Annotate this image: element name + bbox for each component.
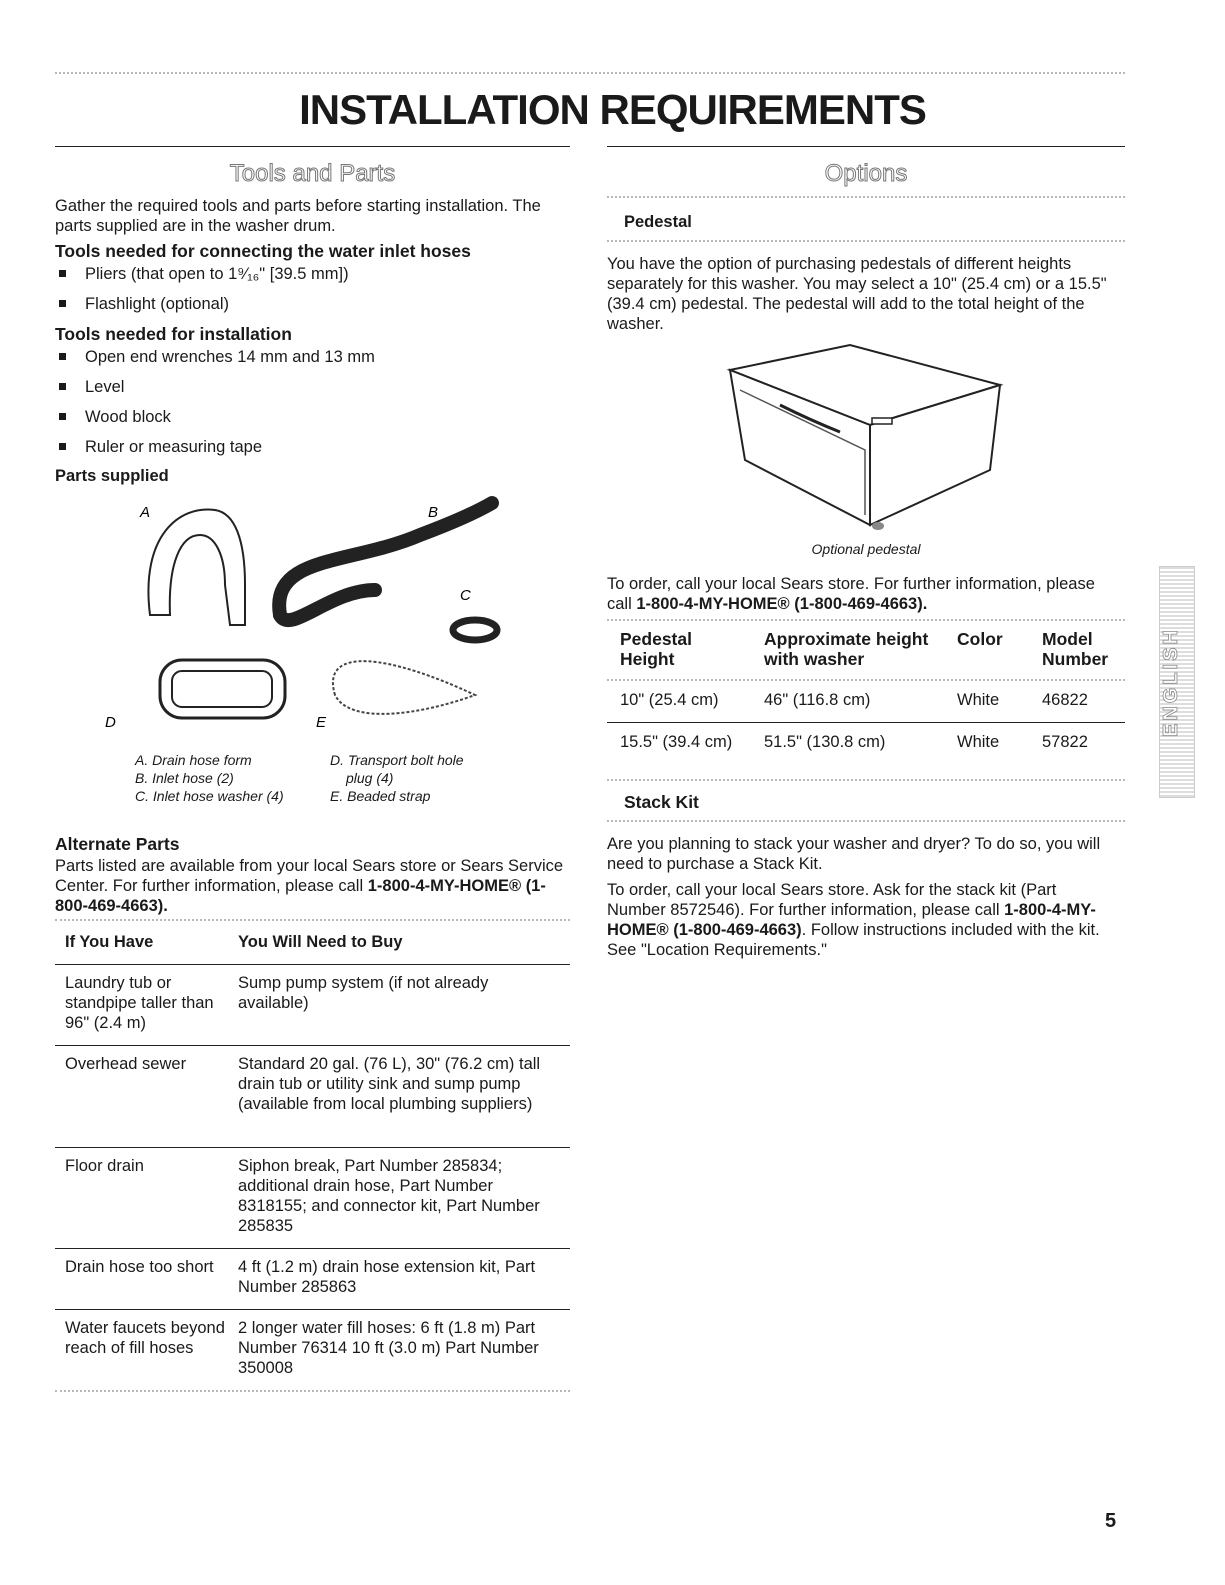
table-cell-need: 2 longer water fill hoses: 6 ft (1.8 m) Part Number 76314 10 ft (3.0 m) Part Number 350008	[238, 1319, 539, 1377]
table-cell-have: Drain hose too short	[65, 1258, 214, 1276]
legend-item: plug (4)	[346, 770, 394, 786]
row-rule	[55, 1248, 570, 1249]
section-title-options: Options	[824, 160, 908, 187]
table-cell-have: Overhead sewer	[65, 1055, 187, 1073]
pedestal-heading: Pedestal	[624, 213, 692, 231]
stack-rule	[607, 779, 1125, 781]
list-item: Ruler or measuring tape	[55, 437, 570, 457]
order-text	[607, 574, 1107, 614]
page-title: INSTALLATION REQUIREMENTS	[299, 86, 926, 133]
legend-item: D. Transport bolt hole	[330, 752, 464, 768]
pedestal-caption: Optional pedestal	[811, 541, 921, 557]
stack-body-end: . Follow instructions included with the kit. See "Location Requirements."	[607, 921, 1100, 959]
legend-item: A. Drain hose form	[135, 752, 252, 768]
alternate-phone: 1-800-4-MY-HOME® (1-800-469-4663).	[55, 877, 546, 915]
pedestal-rule	[607, 240, 1125, 242]
inlet-washer-icon	[453, 620, 497, 640]
section-rule	[55, 146, 570, 147]
figure-letter-e: E	[316, 714, 327, 731]
hoses-heading: Tools needed for connecting the water inlet hoses	[55, 241, 471, 261]
page-number: 5	[1105, 1510, 1117, 1532]
header-line: Pedestal	[620, 629, 692, 649]
table-top-rule	[55, 919, 570, 921]
install-list	[55, 347, 570, 467]
list-item: Open end wrenches 14 mm and 13 mm	[55, 347, 570, 367]
header-line: Number	[1042, 649, 1109, 669]
table-cell-need: Standard 20 gal. (76 L), 30" (76.2 cm) tall drain tub or utility sink and sump pump (available from local plumbing suppliers)	[238, 1055, 541, 1113]
header-line: Model	[1042, 629, 1093, 649]
list-item: Level	[55, 377, 570, 397]
alternate-text	[55, 856, 570, 916]
figure-legend-left	[135, 751, 325, 805]
header-line: Height	[620, 649, 675, 669]
figure-legend-right	[330, 751, 520, 805]
parts-heading: Parts supplied	[55, 467, 169, 485]
figure-letter-b: B	[428, 504, 439, 521]
table-cell: 46" (116.8 cm)	[764, 691, 871, 709]
col-header-have: If You Have	[65, 933, 154, 951]
table-cell-need: 4 ft (1.2 m) drain hose extension kit, Part Number 285863	[238, 1258, 536, 1296]
table-header-rule	[607, 679, 1125, 681]
table-cell-have: Floor drain	[65, 1157, 144, 1175]
pedestal-text: You have the option of purchasing pedestals of different heights separately for this washer. You may select a 10" (25.4 cm) or a 15.5" (39.4 cm) pedestal. The pedestal will add to the total height of the washer.	[607, 255, 1107, 333]
stack-phone: 1-800-4-MY-HOME® (1-800-469-4663)	[607, 901, 1096, 939]
table-cell: White	[957, 691, 1000, 709]
figure-letter-a: A	[140, 504, 151, 521]
figure-letter-c: C	[460, 587, 471, 604]
legend-item: E. Beaded strap	[330, 788, 431, 804]
col-header-need: You Will Need to Buy	[238, 933, 403, 951]
tools-intro: Gather the required tools and parts before starting installation. The parts supplied are in the washer drum.	[55, 197, 541, 235]
table-header-color	[957, 629, 1003, 649]
section-rule	[607, 146, 1125, 147]
row-rule	[55, 964, 570, 965]
table-cell: 46822	[1042, 691, 1088, 709]
beaded-strap-icon	[333, 661, 475, 714]
legend-item: C. Inlet hose washer (4)	[135, 788, 284, 804]
table-cell: 57822	[1042, 733, 1088, 751]
list-item: Flashlight (optional)	[55, 294, 570, 314]
figure-letter-d: D	[105, 714, 116, 731]
alternate-body: Parts listed are available from your local Sears store or Sears Service Center. For further information, please call	[55, 857, 564, 895]
table-header-approx-height	[764, 629, 928, 669]
table-cell: White	[957, 733, 1000, 751]
table-cell-need: Siphon break, Part Number 285834; additional drain hose, Part Number 8318155; and connector kit, Part Number 285835	[238, 1157, 540, 1235]
table-cell-have: Water faucets beyond reach of fill hoses	[65, 1319, 225, 1357]
header-line: Approximate height	[764, 629, 929, 649]
language-side-tab	[1159, 566, 1195, 798]
order-phone: 1-800-4-MY-HOME® (1-800-469-4663).	[636, 595, 928, 613]
stack-body: To order, call your local Sears store. Ask for the stack kit (Part Number 8572546). For further information, please call	[607, 881, 1057, 919]
row-rule	[55, 1045, 570, 1046]
section-title-tools: Tools and Parts	[229, 160, 396, 187]
table-cell-have: Laundry tub or standpipe taller than 96" (2.4 m)	[65, 974, 214, 1032]
hoses-list	[55, 264, 570, 324]
top-rule	[55, 72, 1125, 74]
pedestal-illustration	[720, 340, 1010, 535]
row-rule	[607, 722, 1125, 723]
list-item: Pliers (that open to 1⁹⁄₁₆" [39.5 mm])	[55, 264, 570, 284]
stack-text-2	[607, 880, 1117, 960]
table-top-rule	[607, 619, 1125, 621]
stack-text-1: Are you planning to stack your washer and dryer? To do so, you will need to purchase a Stack Kit.	[607, 835, 1101, 873]
list-item: Wood block	[55, 407, 570, 427]
legend-item: B. Inlet hose (2)	[135, 770, 234, 786]
table-cell: 15.5" (39.4 cm)	[620, 733, 733, 751]
stack-heading: Stack Kit	[624, 792, 699, 812]
stack-rule	[607, 820, 1125, 822]
table-header-pedestal	[620, 629, 692, 669]
alternate-heading: Alternate Parts	[55, 834, 180, 854]
header-line: Color	[957, 629, 1003, 649]
parts-illustration	[105, 495, 520, 735]
pedestal-rule	[607, 196, 1125, 198]
order-body: To order, call your local Sears store. For further information, please call	[607, 575, 1095, 613]
table-cell: 51.5" (130.8 cm)	[764, 733, 886, 751]
header-line: with washer	[764, 649, 865, 669]
row-rule	[55, 1309, 570, 1310]
table-header-model	[1042, 629, 1108, 669]
side-tab-label: ENGLISH	[1160, 627, 1182, 737]
row-rule	[55, 1147, 570, 1148]
table-bottom-rule	[55, 1390, 570, 1392]
table-cell-need: Sump pump system (if not already available)	[238, 974, 489, 1012]
drain-hose-form-icon	[148, 509, 245, 625]
table-cell: 10" (25.4 cm)	[620, 691, 719, 709]
install-heading: Tools needed for installation	[55, 324, 292, 344]
